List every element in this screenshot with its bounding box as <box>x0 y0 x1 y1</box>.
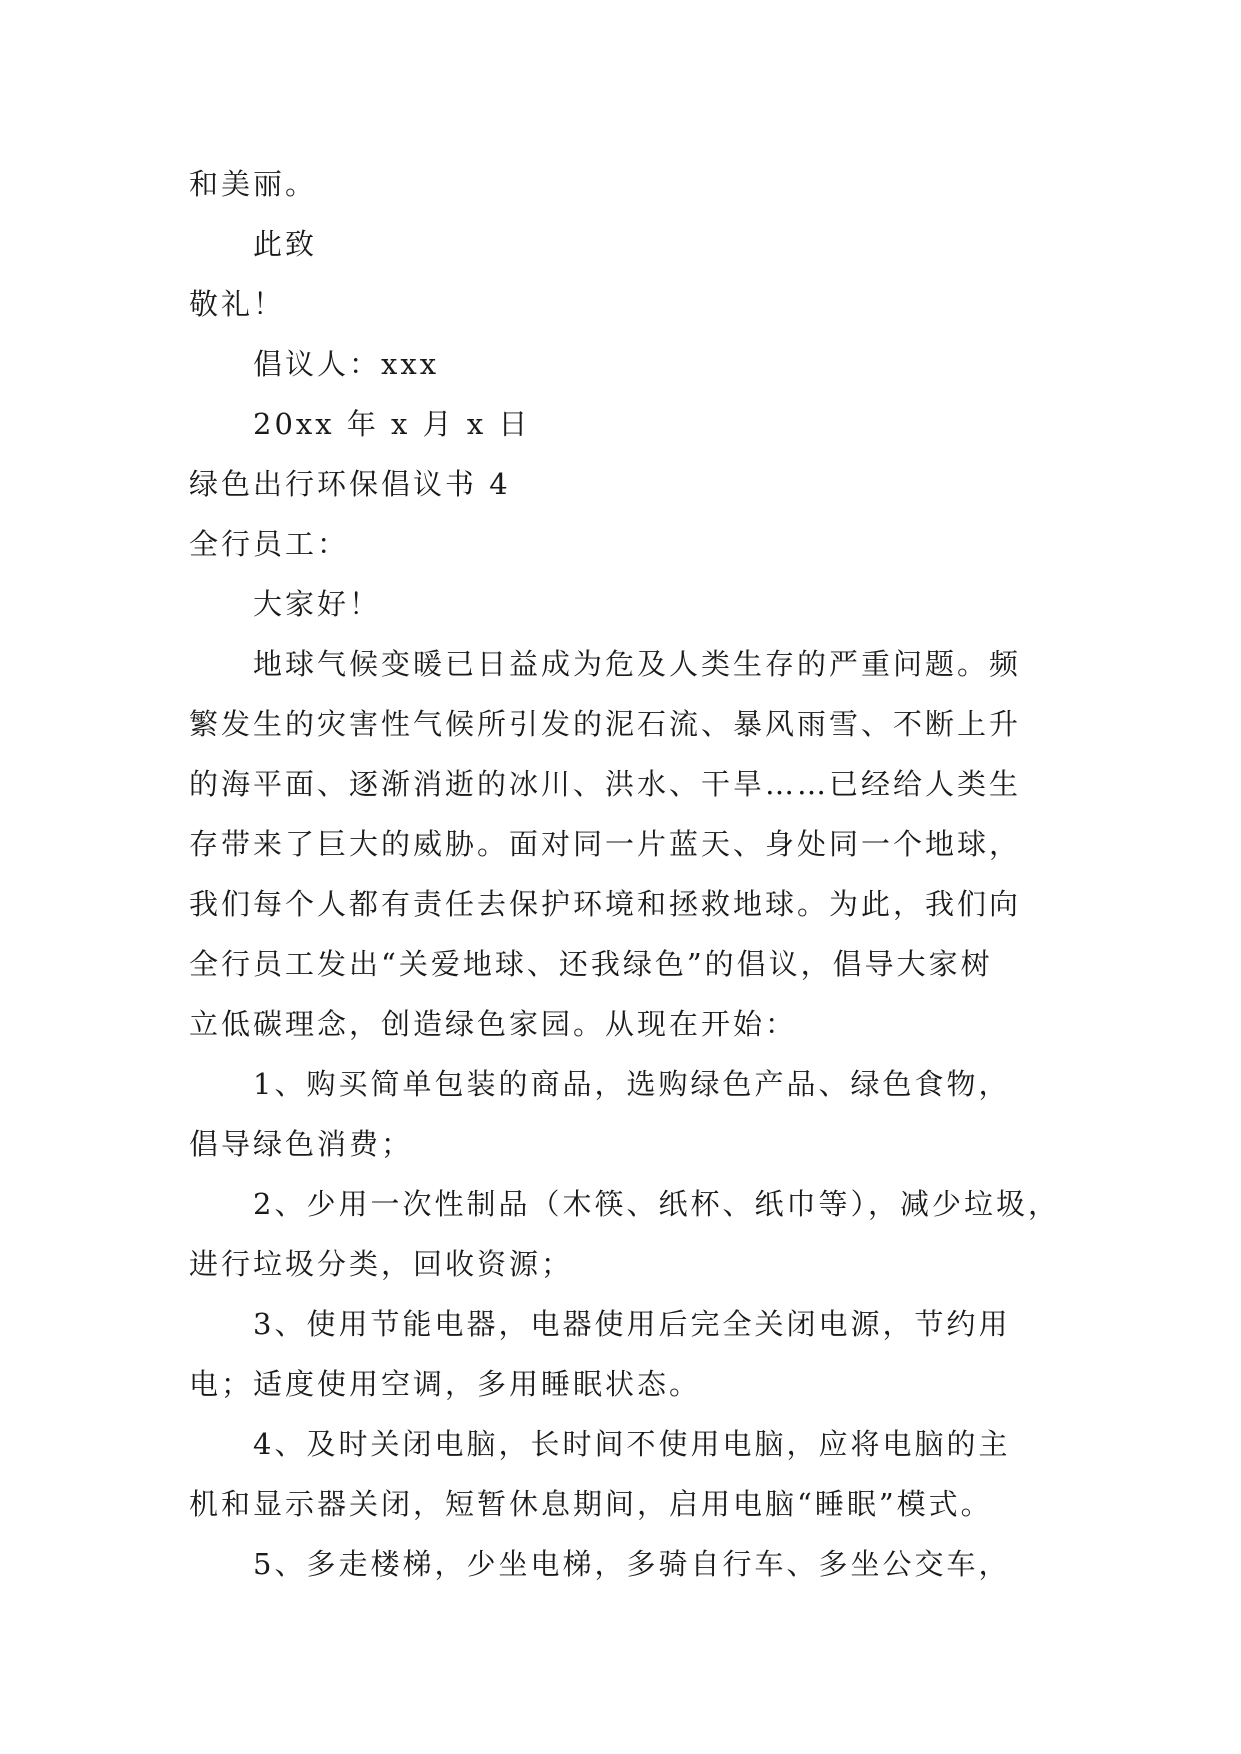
text-line: 和美丽。 <box>189 167 318 201</box>
date-line: 20xx 年 x 月 x 日 <box>253 407 531 441</box>
list-item-2-cont: 进行垃圾分类，回收资源； <box>189 1247 574 1281</box>
signatory-line: 倡议人：xxx <box>253 347 440 381</box>
paragraph-line: 存带来了巨大的威胁。面对同一片蓝天、身处同一个地球， <box>189 827 1022 861</box>
list-item-1: 1、购买简单包装的商品，选购绿色产品、绿色食物， <box>253 1067 1011 1101</box>
list-item-3: 3、使用节能电器，电器使用后完全关闭电源，节约用 <box>253 1307 1011 1341</box>
greeting-line: 大家好！ <box>253 587 382 621</box>
list-item-3-cont: 电；适度使用空调，多用睡眠状态。 <box>189 1367 702 1401</box>
paragraph-line: 繁发生的灾害性气候所引发的泥石流、暴风雨雪、不断上升 <box>189 707 1022 741</box>
paragraph-line: 地球气候变暖已日益成为危及人类生存的严重问题。频 <box>253 647 1022 681</box>
text-line-salutation: 此致 <box>253 227 318 261</box>
list-item-5: 5、多走楼梯，少坐电梯，多骑自行车、多坐公交车， <box>253 1547 1011 1581</box>
paragraph-line: 我们每个人都有责任去保护环境和拯救地球。为此，我们向 <box>189 887 1022 921</box>
list-item-1-cont: 倡导绿色消费； <box>189 1127 414 1161</box>
addressee-line: 全行员工： <box>189 527 350 561</box>
list-item-4-cont: 机和显示器关闭，短暂休息期间，启用电脑“睡眠”模式。 <box>189 1487 993 1521</box>
paragraph-line: 全行员工发出“关爱地球、还我绿色”的倡议，倡导大家树 <box>189 947 993 981</box>
paragraph-line: 立低碳理念，创造绿色家园。从现在开始： <box>189 1007 798 1041</box>
paragraph-line: 的海平面、逐渐消逝的冰川、洪水、干旱……已经给人类生 <box>189 767 1022 801</box>
text-line-respects: 敬礼！ <box>189 287 286 321</box>
list-item-4: 4、及时关闭电脑，长时间不使用电脑，应将电脑的主 <box>253 1427 1011 1461</box>
list-item-2: 2、少用一次性制品（木筷、纸杯、纸巾等），减少垃圾， <box>253 1187 1060 1221</box>
section-title: 绿色出行环保倡议书 4 <box>189 467 511 501</box>
